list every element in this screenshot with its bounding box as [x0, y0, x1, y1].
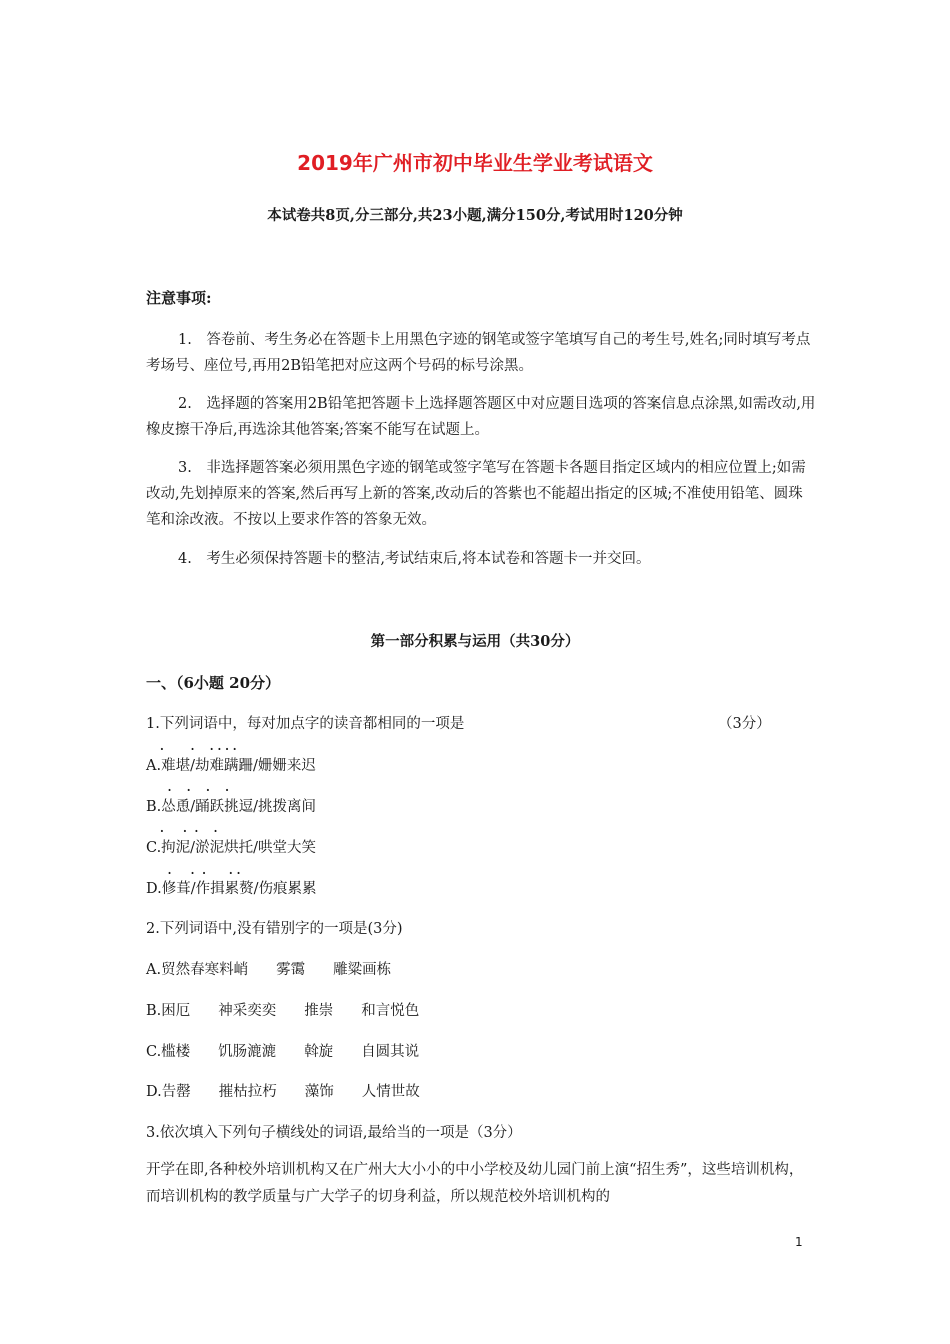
part-heading: 第一部分积累与运用（共30分）	[370, 633, 580, 650]
option-word: 雾霭	[276, 962, 306, 978]
option-word: 饥肠漉漉	[218, 1044, 277, 1060]
question-1-option: D.修葺/作揖累赘/伤痕累累	[146, 881, 317, 897]
question-1-score: （3分）	[718, 716, 771, 732]
question-1-option: C.拘泥/淤泥烘托/哄堂大笑	[146, 840, 316, 856]
option-word: 人情世故	[361, 1084, 420, 1100]
option-word: 神采奕奕	[218, 1003, 277, 1019]
question-3-stem: 3.依次填入下列句子横线处的词语,最给当的一项是（3分）	[146, 1125, 522, 1141]
note-item: 3. 非选择题答案必须用黑色字迹的钢笔或签字笔写在答题卡各题目指定区域内的相应位置上;如需改动,先划掉原来的答案,然后再写上新的答案,改动后的答紫也不能超出指定的区城;不准使用铅笔、圆珠笔和涂改液。不按以上要求作答的答象无效。	[146, 460, 806, 528]
question-1-option: B.怂恿/踊跃挑逗/挑拨离间	[146, 799, 317, 815]
question-2-option	[146, 958, 391, 979]
option-word: 摧枯拉朽	[218, 1084, 277, 1100]
note-item: 2. 选择题的答案用2B铅笔把答题卡上选择题答题区中对应题目选项的答案信息点涂黑,如需改动,用橡皮擦干净后,再选涂其他答案;答案不能写在试题上。	[146, 396, 816, 438]
emphasis-dots: . . . .	[160, 781, 229, 794]
note-item: 4. 考生必须保持答题卡的整洁,考试结束后,将本试卷和答题卡一并交回。	[178, 551, 651, 567]
section-heading: 一、（6小题 20分）	[146, 674, 281, 692]
option-word: 推崇	[304, 1003, 334, 1019]
emphasis-dots: . . . . .	[160, 864, 241, 877]
option-word: 雕粱画栋	[333, 962, 392, 978]
notes-heading: 注意事项:	[146, 289, 212, 307]
question-3-passage: 开学在即,各种校外培训机构又在广州大大小小的中小学校及幼儿园门前上演“招生秀”，这些培训机构，而培训机构的教学质量与广大学子的切身利益，所以规范校外培训机构的	[146, 1162, 804, 1205]
question-1-stem: 1.下列词语中，每对加点字的读音都相同的一项是	[146, 716, 465, 732]
question-2-option	[146, 1040, 419, 1061]
question-1-option: A.难堪/劫难蹒跚/姗姗来迟	[146, 758, 316, 774]
page-title: 2019年广州市初中毕业生学业考试语文	[297, 151, 653, 175]
emphasis-dots: . . . .	[160, 822, 218, 835]
note-item: 1. 答卷前、考生务必在答题卡上用黑色字迹的钢笔或签字笔填写自己的考生号,姓名;同时填写考点考场号、座位号,再用2B铅笔把对应这两个号码的标号涂黑。	[146, 332, 811, 374]
option-word: A.贸然春寒料峭	[146, 962, 249, 978]
option-word: 藻饰	[304, 1084, 334, 1100]
exam-info: 本试卷共8页,分三部分,共23小题,满分150分,考试用时120分钟	[267, 207, 683, 224]
question-2-option	[146, 1080, 420, 1101]
page-number: 1	[795, 1235, 803, 1249]
question-2-stem: 2.下列词语中,没有错别字的一项是(3分)	[146, 921, 403, 937]
option-word: 自圆其说	[361, 1044, 420, 1060]
emphasis-dots: . . . . . .	[160, 740, 237, 753]
option-word: 和言悦色	[361, 1003, 420, 1019]
option-word: 斡旋	[304, 1044, 334, 1060]
option-word: B.困厄	[146, 1003, 191, 1019]
question-2-option	[146, 999, 419, 1020]
option-word: D.告罄	[146, 1084, 191, 1100]
option-word: C.槛楼	[146, 1044, 191, 1060]
